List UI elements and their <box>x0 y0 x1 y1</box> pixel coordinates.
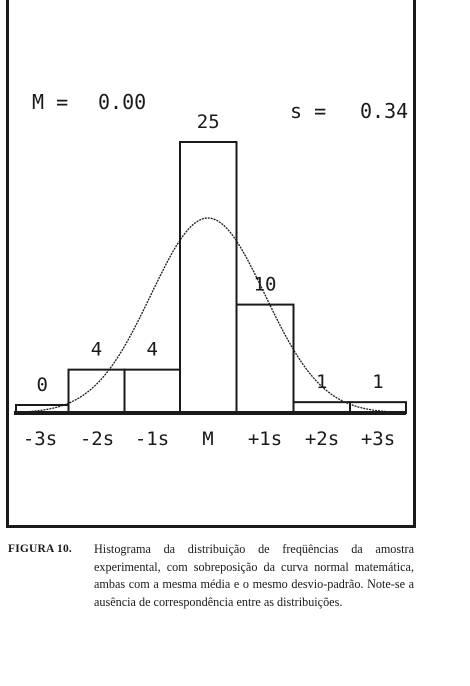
x-tick-label-0: -3s <box>22 428 58 450</box>
bar-value-label-2: 4 <box>146 338 158 361</box>
bar-value-label-3: 25 <box>196 111 220 133</box>
sd-value: 0.34 <box>360 99 409 123</box>
x-tick-label-3: M <box>202 428 214 450</box>
x-tick-label-6: +3s <box>360 428 396 450</box>
histogram-bar-1 <box>69 370 125 413</box>
bar-value-label-5: 1 <box>316 371 328 394</box>
sd-label: s = <box>290 99 327 123</box>
bar-value-label-0: 0 <box>36 374 48 396</box>
bar-value-label-1: 4 <box>90 338 103 361</box>
normal-curve <box>26 218 391 412</box>
caption-text: Histograma da distribuição de freqüências da amostra experimental, com sobreposição da curva normal matemática, ambas com a mesma média e o mesmo desvio-padrão. Note-se a ausência de correspondência entre as distribuições. <box>94 542 414 609</box>
caption-label: FIGURA 10. <box>8 543 72 555</box>
x-tick-label-1: -2s <box>79 428 115 450</box>
x-tick-label-2: -1s <box>134 428 170 450</box>
histogram-bar-2 <box>125 370 181 413</box>
x-tick-label-4: +1s <box>247 428 283 450</box>
x-tick-label-5: +2s <box>304 428 340 450</box>
bar-value-label-6: 1 <box>372 371 384 394</box>
mean-value: 0.00 <box>98 90 147 114</box>
bar-value-label-4: 10 <box>253 273 277 296</box>
mean-label: M = <box>32 90 69 114</box>
histogram-bar-4 <box>237 305 294 413</box>
histogram-bar-3 <box>180 142 237 413</box>
